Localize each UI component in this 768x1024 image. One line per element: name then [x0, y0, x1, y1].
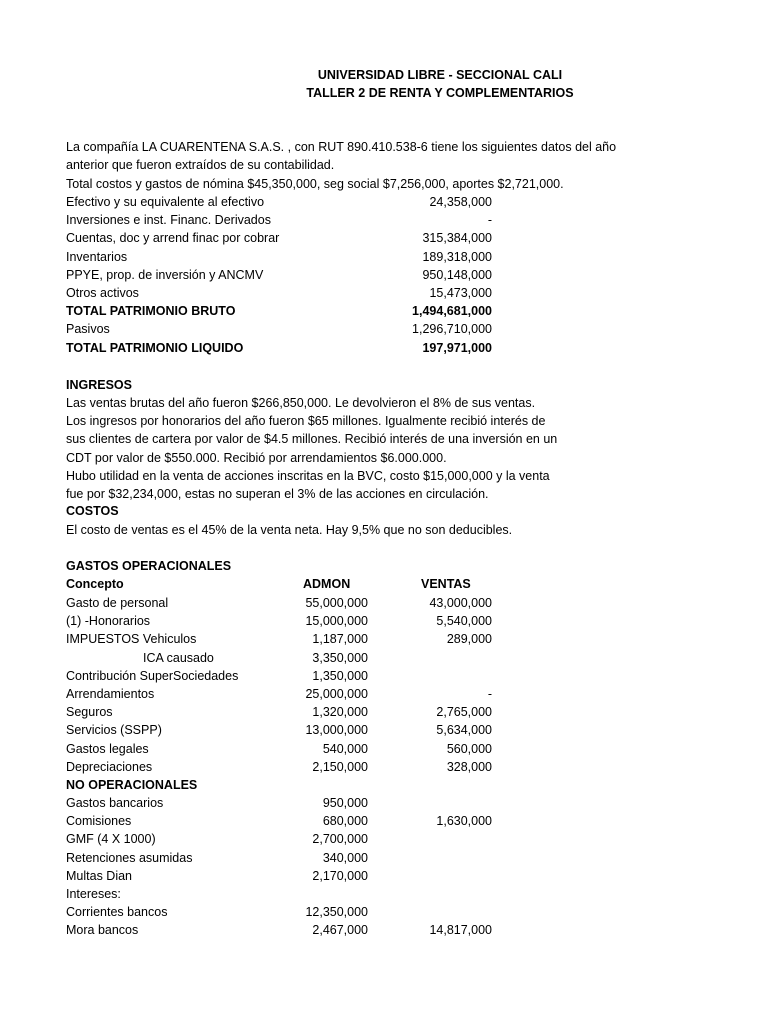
expense-ventas-value: 43,000,000 — [429, 596, 492, 610]
expense-admon-value: 2,170,000 — [312, 868, 368, 883]
expense-admon-value: 2,467,000 — [312, 923, 368, 938]
expense-concept: Multas Dian — [66, 868, 132, 883]
expense-concept: GMF (4 X 1000) — [66, 832, 156, 847]
ingresos-line: Las ventas brutas del año fueron $266,850,000. Le devolvieron el 8% de sus ventas. — [66, 396, 536, 410]
ingresos-line: Los ingresos por honorarios del año fueron $65 millones. Igualmente recibió interés de — [66, 414, 546, 429]
patrimonio-value: 315,384,000 — [422, 231, 492, 246]
expense-concept: Gastos legales — [66, 741, 149, 756]
intro-line-2: anterior que fueron extraídos de su contabilidad. — [66, 158, 335, 172]
expense-admon-value: 1,187,000 — [312, 632, 368, 647]
costos-title: COSTOS — [66, 504, 119, 518]
ingresos-title: INGRESOS — [66, 378, 132, 392]
patrimonio-label: TOTAL PATRIMONIO LIQUIDO — [66, 340, 244, 355]
expense-admon-value: 12,350,000 — [305, 905, 368, 920]
expense-admon-value: 25,000,000 — [305, 687, 368, 701]
expense-ventas-value: 328,000 — [446, 759, 492, 774]
expense-admon-value: 55,000,000 — [305, 596, 368, 610]
expense-concept: IMPUESTOS Vehiculos — [66, 632, 197, 647]
patrimonio-label: PPYE, prop. de inversión y ANCMV — [66, 267, 264, 282]
expense-ventas-value: 289,000 — [446, 632, 492, 647]
gastos-title: GASTOS OPERACIONALES — [66, 559, 232, 573]
header-university: UNIVERSIDAD LIBRE - SECCIONAL CALI — [317, 68, 563, 82]
patrimonio-label: Cuentas, doc y arrend finac por cobrar — [66, 231, 280, 246]
expense-admon-value: 2,150,000 — [312, 759, 368, 774]
ingresos-line: Hubo utilidad en la venta de acciones inscritas en la BVC, costo $15,000,000 y la venta — [66, 468, 550, 483]
expense-concept: Servicios (SSPP) — [66, 723, 162, 738]
expense-admon-value: 950,000 — [322, 796, 368, 810]
expense-concept: ICA causado — [143, 650, 214, 665]
col-header-ventas: VENTAS — [421, 577, 471, 591]
ingresos-line: fue por $32,234,000, estas no superan el 3% de las acciones en circulación. — [66, 487, 489, 501]
expense-admon-value: 13,000,000 — [305, 723, 368, 738]
expense-ventas-value: 14,817,000 — [429, 923, 492, 938]
col-header-admon: ADMON — [303, 577, 351, 591]
expense-concept: Comisiones — [66, 814, 132, 829]
patrimonio-label: Pasivos — [66, 322, 110, 337]
expense-concept: Intereses: — [66, 887, 121, 901]
expense-concept: Gastos bancarios — [66, 796, 164, 810]
patrimonio-label: Otros activos — [66, 286, 139, 300]
expense-concept: Depreciaciones — [66, 759, 153, 774]
expense-ventas-value: 5,540,000 — [436, 614, 492, 629]
expense-admon-value: 540,000 — [322, 741, 368, 756]
expense-concept: Gasto de personal — [66, 596, 169, 610]
patrimonio-value: 1,494,681,000 — [412, 304, 492, 319]
patrimonio-value: 197,971,000 — [422, 340, 492, 355]
expense-concept: Retenciones asumidas — [66, 850, 193, 865]
expense-ventas-value: - — [487, 687, 492, 701]
patrimonio-value: 24,358,000 — [429, 195, 492, 209]
expense-ventas-value: 560,000 — [446, 741, 492, 756]
patrimonio-value: - — [487, 213, 492, 228]
expense-concept: Mora bancos — [66, 923, 139, 938]
expense-concept: Contribución SuperSociedades — [66, 668, 239, 683]
intro-line-1: La compañía LA CUARENTENA S.A.S. , con RUT 890.410.538-6 tiene los siguientes datos del año — [66, 140, 617, 154]
expense-concept: Corrientes bancos — [66, 905, 168, 920]
patrimonio-value: 15,473,000 — [429, 286, 492, 300]
patrimonio-value: 950,148,000 — [422, 267, 492, 282]
patrimonio-label: Efectivo y su equivalente al efectivo — [66, 195, 265, 209]
expense-admon-value: 680,000 — [322, 814, 368, 829]
no-operacionales-title: NO OPERACIONALES — [66, 778, 198, 792]
expense-admon-value: 1,320,000 — [312, 705, 368, 720]
ingresos-line: CDT por valor de $550.000. Recibió por arrendamientos $6.000.000. — [66, 450, 447, 465]
expense-concept: Arrendamientos — [66, 687, 155, 701]
expense-admon-value: 340,000 — [322, 850, 368, 865]
expense-concept: Seguros — [66, 705, 113, 720]
expense-admon-value: 1,350,000 — [312, 668, 368, 683]
expense-admon-value: 2,700,000 — [312, 832, 368, 847]
expense-concept: (1) -Honorarios — [66, 614, 151, 629]
patrimonio-label: TOTAL PATRIMONIO BRUTO — [66, 304, 236, 319]
costos-line: El costo de ventas es el 45% de la venta neta. Hay 9,5% que no son deducibles. — [66, 523, 513, 537]
ingresos-line: sus clientes de cartera por valor de $4.5 millones. Recibió interés de una inversión en un — [66, 432, 558, 447]
patrimonio-label: Inventarios — [66, 249, 128, 264]
patrimonio-value: 1,296,710,000 — [412, 322, 492, 337]
expense-ventas-value: 1,630,000 — [436, 814, 492, 829]
expense-ventas-value: 2,765,000 — [436, 705, 492, 720]
patrimonio-value: 189,318,000 — [422, 249, 492, 264]
header-workshop: TALLER 2 DE RENTA Y COMPLEMENTARIOS — [306, 86, 574, 100]
patrimonio-label: Inversiones e inst. Financ. Derivados — [66, 213, 271, 228]
expense-admon-value: 15,000,000 — [305, 614, 368, 629]
expense-admon-value: 3,350,000 — [312, 650, 368, 665]
expense-ventas-value: 5,634,000 — [436, 723, 492, 738]
col-header-concepto: Concepto — [66, 577, 124, 591]
intro-line-3: Total costos y gastos de nómina $45,350,000, seg social $7,256,000, aportes $2,721,000. — [66, 177, 564, 191]
